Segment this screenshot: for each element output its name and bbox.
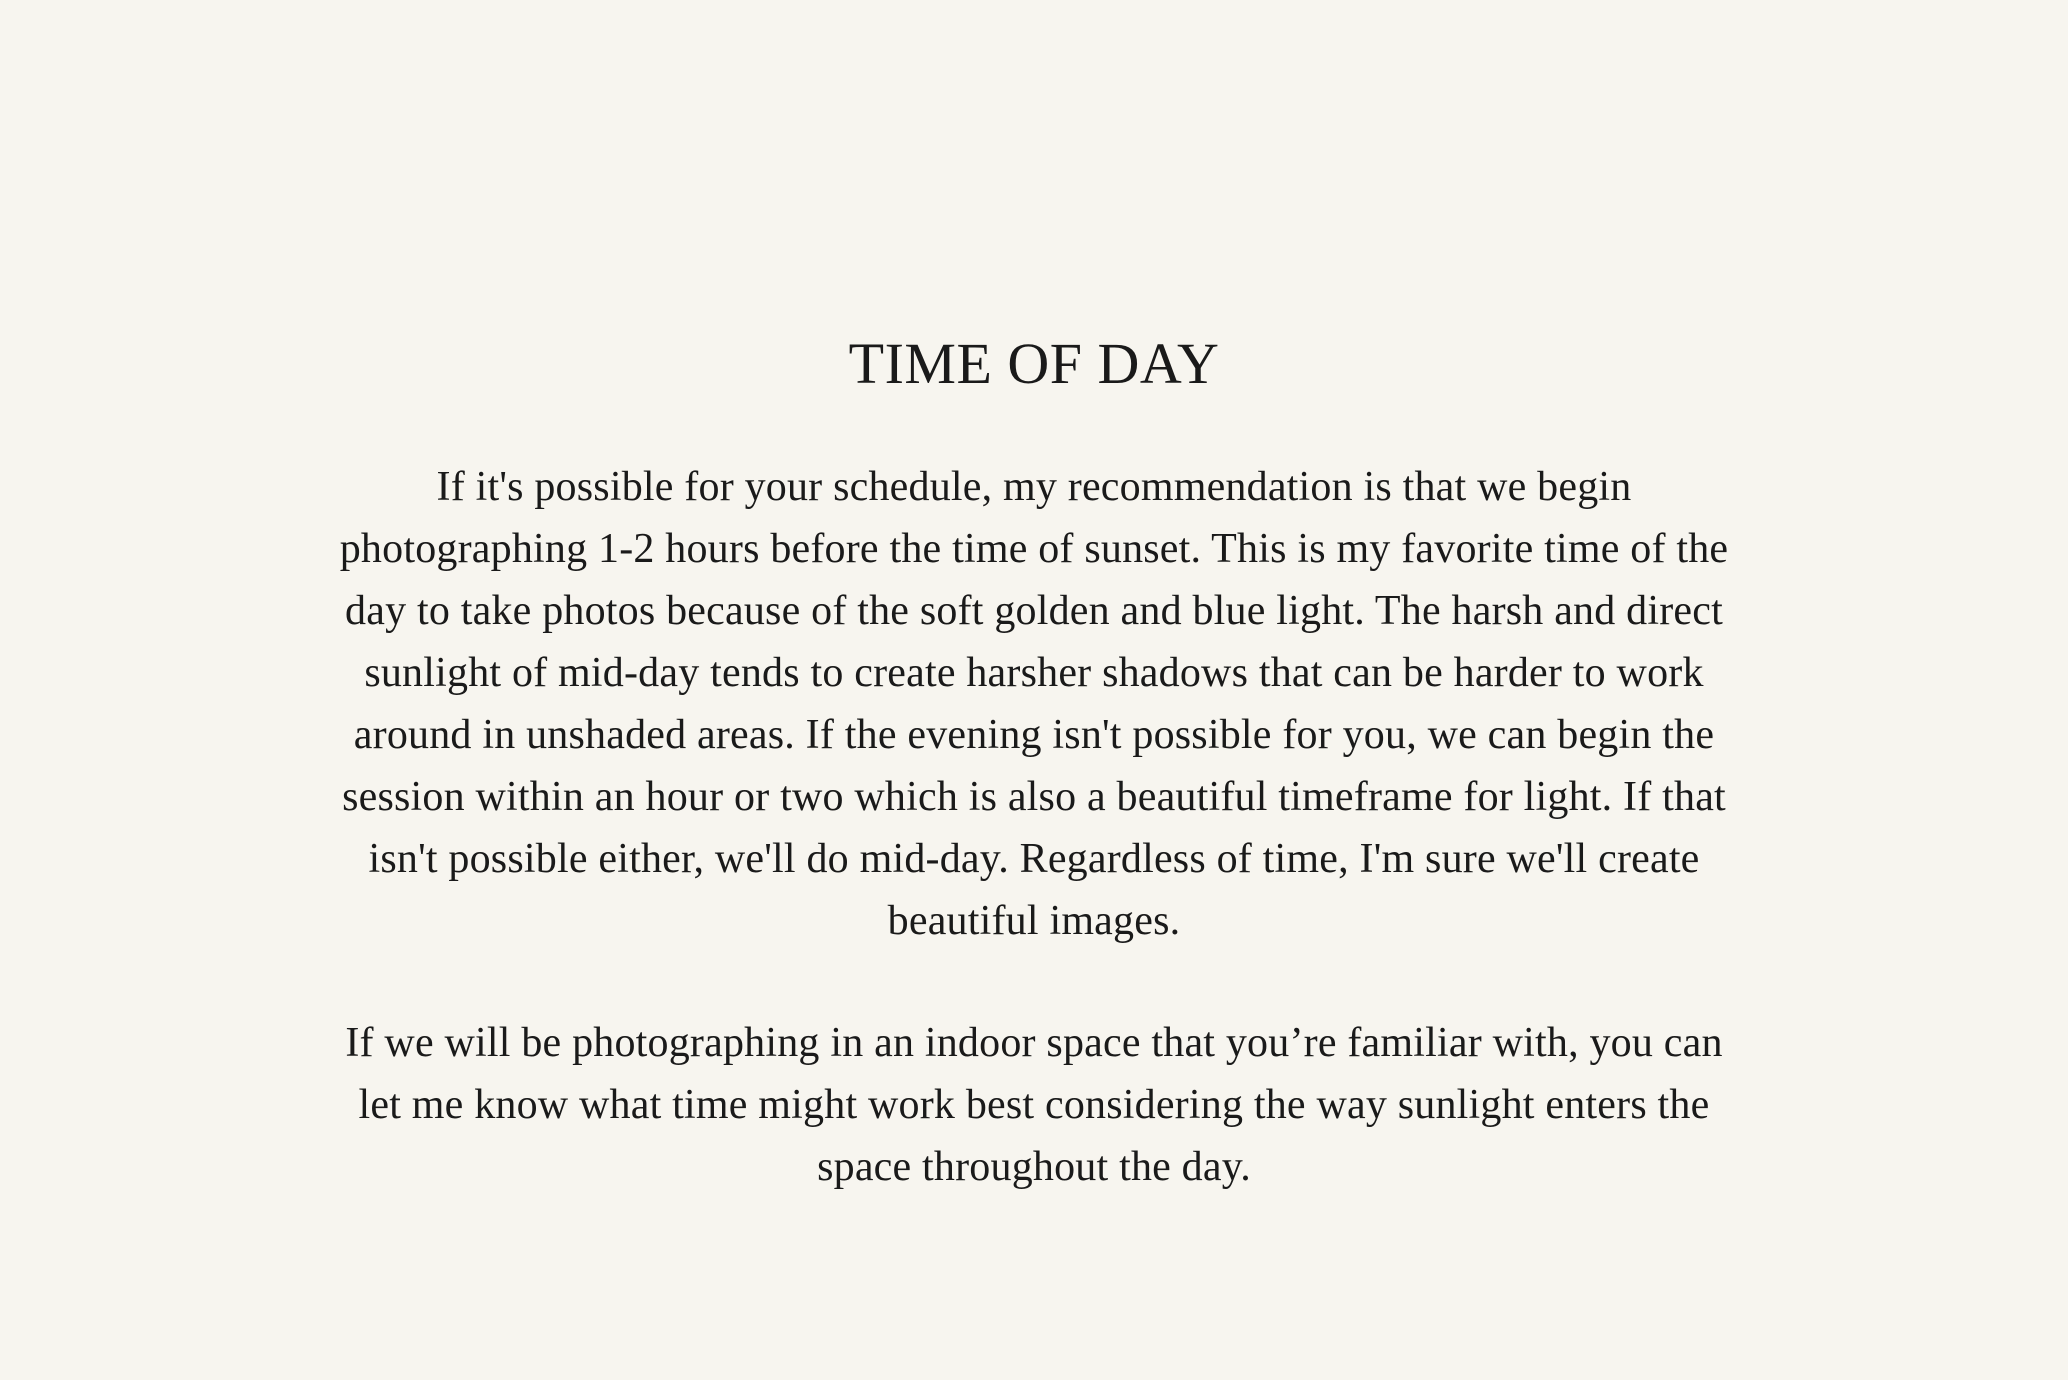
page-title: TIME OF DAY	[848, 331, 1220, 396]
paragraph-indoor-space: If we will be photographing in an indoor space that you’re familiar with, you can let me know what time might work best considering the way sunlight enters the space throughout the day.	[345, 1020, 1723, 1190]
document-content	[320, 318, 1748, 1198]
paragraph-sunset-recommendation: If it's possible for your schedule, my recommendation is that we begin photographing 1-2 hours before the time of sunset. This is my favorite time of the day to take photos because of the soft golden and blue light. The harsh and direct sunlight of mid-day tends to create harsher shadows that can be harder to work around in unshaded areas. If the evening isn't possible for you, we can begin the session within an hour or two which is also a beautiful timeframe for light. If that isn't possible either, we'll do mid-day. Regardless of time, I'm sure we'll create beautiful images.	[339, 464, 1729, 944]
